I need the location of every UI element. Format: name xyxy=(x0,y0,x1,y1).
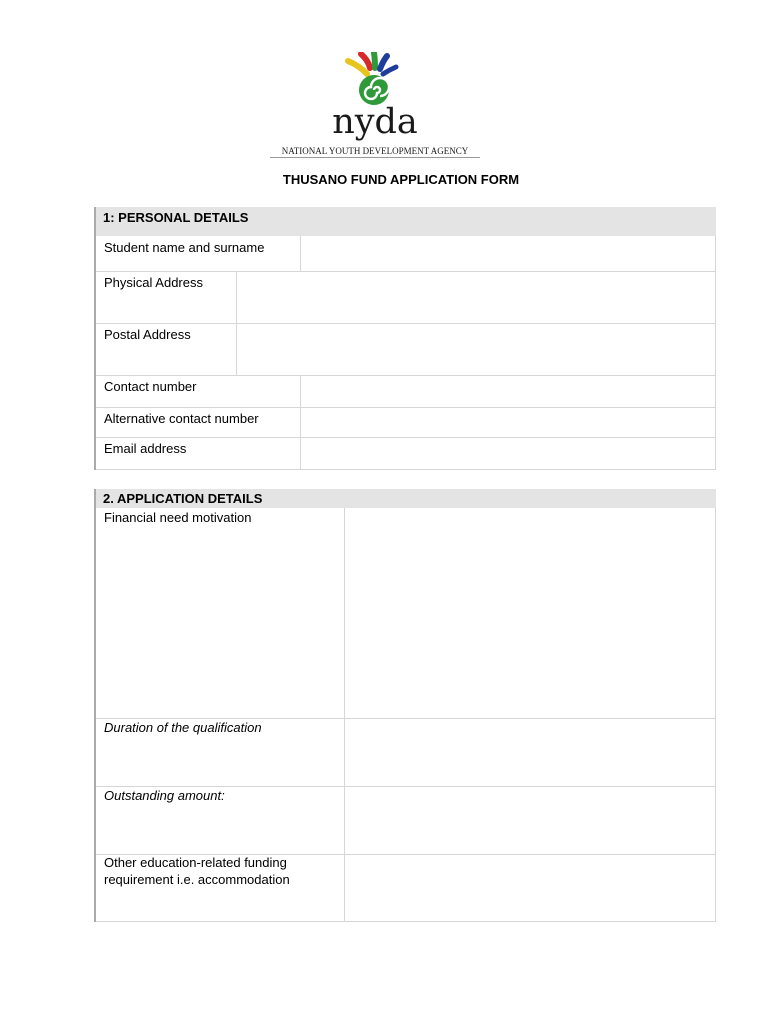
other-funding-input[interactable] xyxy=(344,854,716,921)
duration-label: Duration of the qualification xyxy=(104,720,262,735)
contact-number-input[interactable] xyxy=(300,375,716,407)
logo-subtitle: NATIONAL YOUTH DEVELOPMENT AGENCY xyxy=(281,146,469,156)
field-row-alt-contact-number xyxy=(96,407,716,438)
field-row-financial-need xyxy=(96,508,716,719)
outstanding-amount-label: Outstanding amount: xyxy=(104,788,225,803)
contact-number-label: Contact number xyxy=(104,379,197,394)
physical-address-label: Physical Address xyxy=(104,275,203,290)
logo-wordmark: nyda xyxy=(332,102,418,142)
form-title: THUSANO FUND APPLICATION FORM xyxy=(282,172,520,187)
physical-address-input[interactable] xyxy=(236,271,716,323)
field-row-duration xyxy=(96,718,716,787)
financial-need-input[interactable] xyxy=(344,508,716,718)
field-row-student-name xyxy=(96,236,716,272)
student-name-input[interactable] xyxy=(300,236,716,271)
personal-details-table xyxy=(94,207,716,470)
outstanding-amount-input[interactable] xyxy=(344,786,716,854)
student-name-label: Student name and surname xyxy=(104,240,265,255)
field-row-other-funding xyxy=(96,854,716,922)
alt-contact-number-label: Alternative contact number xyxy=(104,411,259,426)
nyda-logo xyxy=(270,52,480,160)
field-row-contact-number xyxy=(96,375,716,408)
duration-input[interactable] xyxy=(344,718,716,786)
field-row-postal-address xyxy=(96,323,716,376)
email-address-label: Email address xyxy=(104,441,187,456)
field-row-physical-address xyxy=(96,271,716,324)
field-row-outstanding-amount xyxy=(96,786,716,855)
application-details-table xyxy=(94,489,716,922)
postal-address-label: Postal Address xyxy=(104,327,191,342)
postal-address-input[interactable] xyxy=(236,323,716,375)
field-row-email-address xyxy=(96,437,716,470)
financial-need-label: Financial need motivation xyxy=(104,510,252,525)
personal-details-heading: 1: PERSONAL DETAILS xyxy=(96,207,716,236)
application-details-heading: 2. APPLICATION DETAILS xyxy=(96,489,716,508)
alt-contact-number-input[interactable] xyxy=(300,407,716,437)
logo-underline xyxy=(270,157,480,158)
email-address-input[interactable] xyxy=(300,437,716,469)
other-funding-label: Other education-related funding requirement i.e. accommodation xyxy=(104,855,290,887)
